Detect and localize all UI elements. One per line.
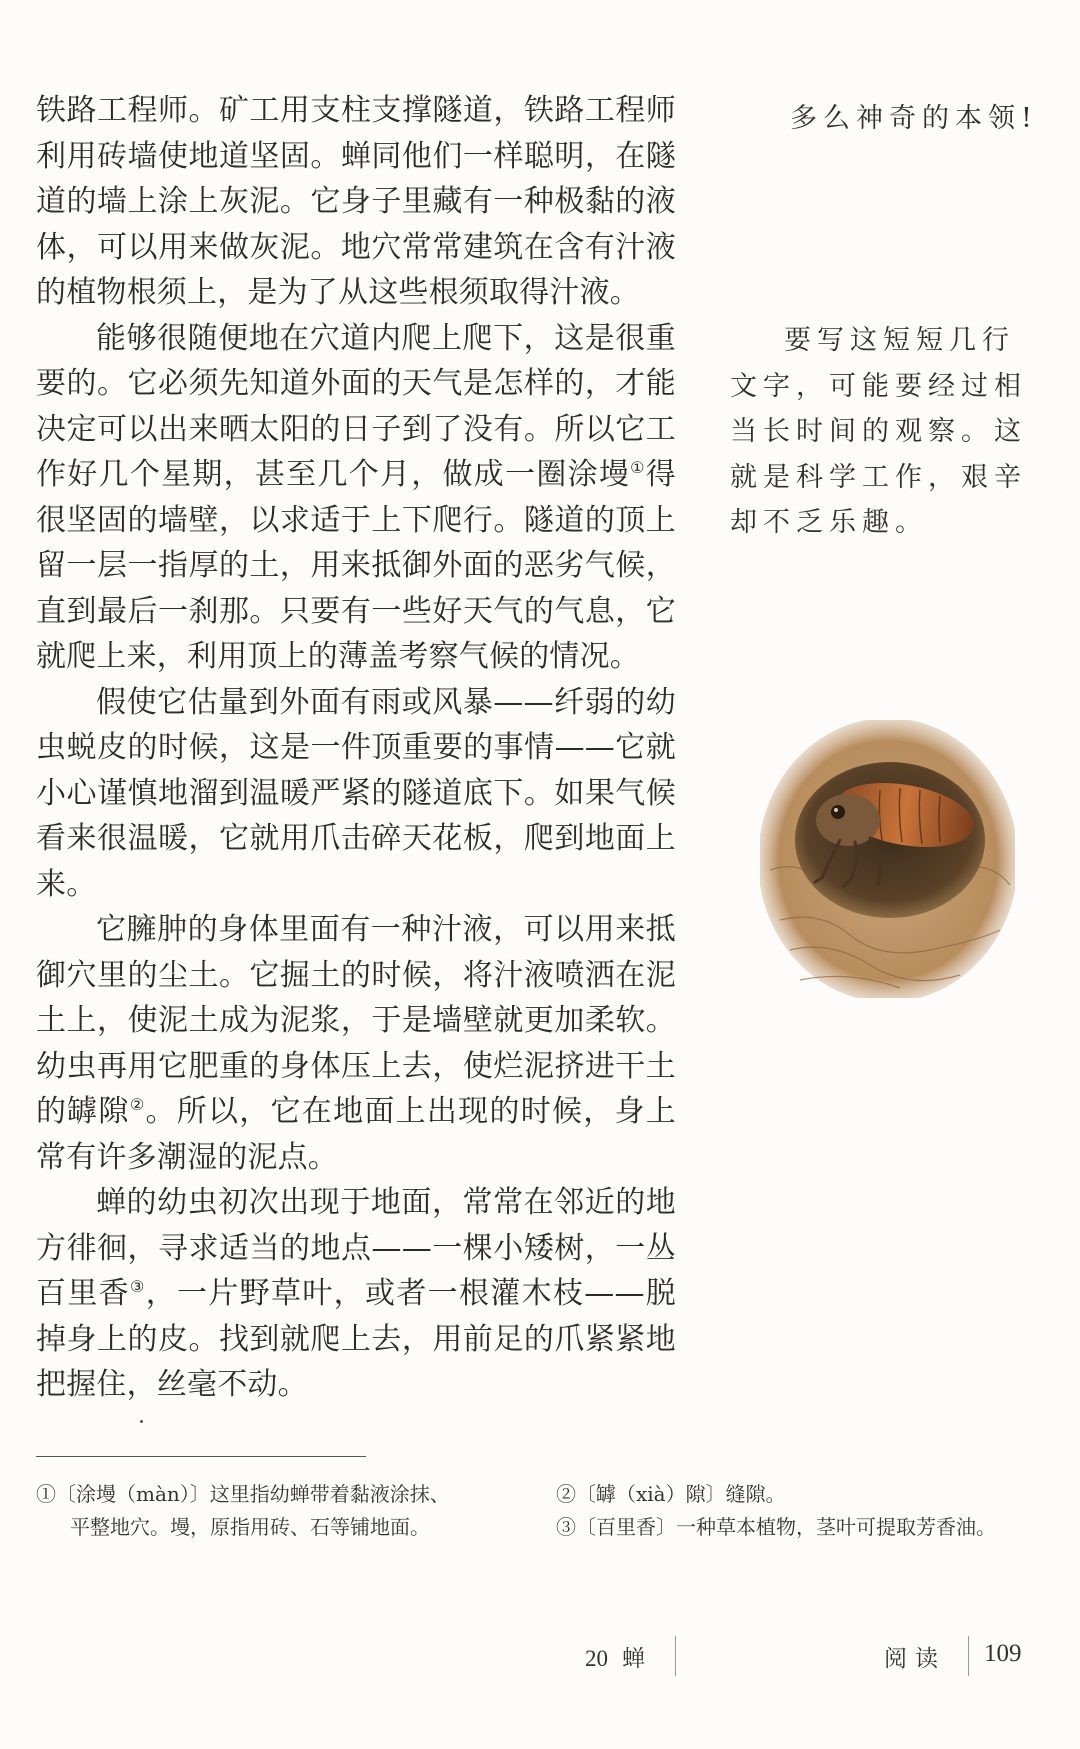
chapter-number: 20: [585, 1646, 608, 1671]
paragraph-text: 它臃肿的身体里面有一种汁液，可以用来抵御穴里的尘土。它掘土的时候，将汁液喷洒在泥土上，使泥土成为泥浆，于是墙壁就更加柔软。幼虫再用它肥重的身体压上去，使烂泥挤进干土的罅隙: [36, 912, 676, 1129]
footnote-1-line2: 平整地穴。墁，原指用砖、石等铺地面。: [70, 1515, 430, 1539]
paragraph-text: 能够很随便地在穴道内爬上爬下，这是很重要的。它必须先知道外面的天气是怎样的，才能决定可以出来晒太阳的日子到了没有。所以它工作好几个星期，甚至几个月，做成一圈涂墁: [36, 320, 676, 492]
paragraph-text: ，一片野草叶，或者一根灌木枝——脱掉身上的皮。找到就爬上去，用前足的爪紧紧地把握住，丝毫不动。: [36, 1276, 677, 1402]
footer-divider-1: [675, 1636, 676, 1676]
footnote-2: ②〔罅（xià）隙〕缝隙。: [556, 1482, 786, 1506]
footnote-left-column: [36, 1478, 526, 1544]
body-paragraph: [36, 316, 676, 680]
cicada-larva-illustration: [760, 720, 1015, 998]
page-number: 109: [984, 1640, 1022, 1667]
footnote-marker: ③: [130, 1277, 146, 1296]
footnote-3: ③〔百里香〕一种草本植物，茎叶可提取芳香油。: [556, 1515, 996, 1539]
page-speck: [140, 1420, 143, 1423]
footer-section: 阅读: [884, 1646, 946, 1672]
footer-divider-2: [968, 1636, 969, 1676]
side-note-observation: 要写这短短几行文字，可能要经过相当长时间的观察。这就是科学工作，艰辛却不乏乐趣。: [730, 325, 1027, 538]
chapter-title: 蝉: [622, 1646, 645, 1672]
paragraph-text: 假使它估量到外面有雨或风暴——纤弱的幼虫蜕皮的时候，这是一件顶重要的事情——它就小心谨慎地溜到温暖严紧的隧道底下。如果气候看来很温暖，它就用爪击碎天花板，爬到地面上来。: [36, 684, 676, 902]
footnote-right-column: [556, 1478, 1056, 1544]
body-paragraph: [36, 88, 676, 316]
paragraph-text: 铁路工程师。矿工用支柱支撑隧道，铁路工程师利用砖墙使地道坚固。蝉同他们一样聪明，在隧道的墙上涂上灰泥。它身子里藏有一种极黏的液体，可以用来做灰泥。地穴常常建筑在含有汁液的植物根须上，是为了从这些根须取得汁液。: [36, 93, 676, 310]
footnote-marker: ②: [129, 1095, 146, 1114]
paragraph-text: 。所以，它在地面上出现的时候，身上常有许多潮湿的泥点。: [36, 1094, 677, 1175]
footer-chapter: [585, 1640, 645, 1673]
paragraph-text: 得很坚固的墙壁，以求适于上下爬行。隧道的顶上留一层一指厚的土，用来抵御外面的恶劣气候，直到最后一刹那。只要有一些好天气的气息，它就爬上来，利用顶上的薄盖考察气候的情况。: [36, 457, 676, 674]
side-note-amazing: 多么神奇的本领!: [790, 103, 1038, 134]
body-paragraph: [36, 907, 676, 1180]
footnote-1: [36, 1478, 526, 1544]
footnote-1-line1: ①〔涂墁（màn）〕这里指幼蝉带着黏液涂抹、: [36, 1482, 450, 1506]
main-text: [36, 88, 676, 1408]
paragraph-text: 蝉的幼虫初次出现于地面，常常在邻近的地方徘徊，寻求适当的地点——一棵小矮树，一丛百里香: [36, 1185, 676, 1311]
footnote-divider: [36, 1456, 366, 1457]
body-paragraph: [36, 1180, 676, 1408]
footnote-marker: ①: [630, 458, 646, 477]
body-paragraph: [36, 680, 676, 908]
